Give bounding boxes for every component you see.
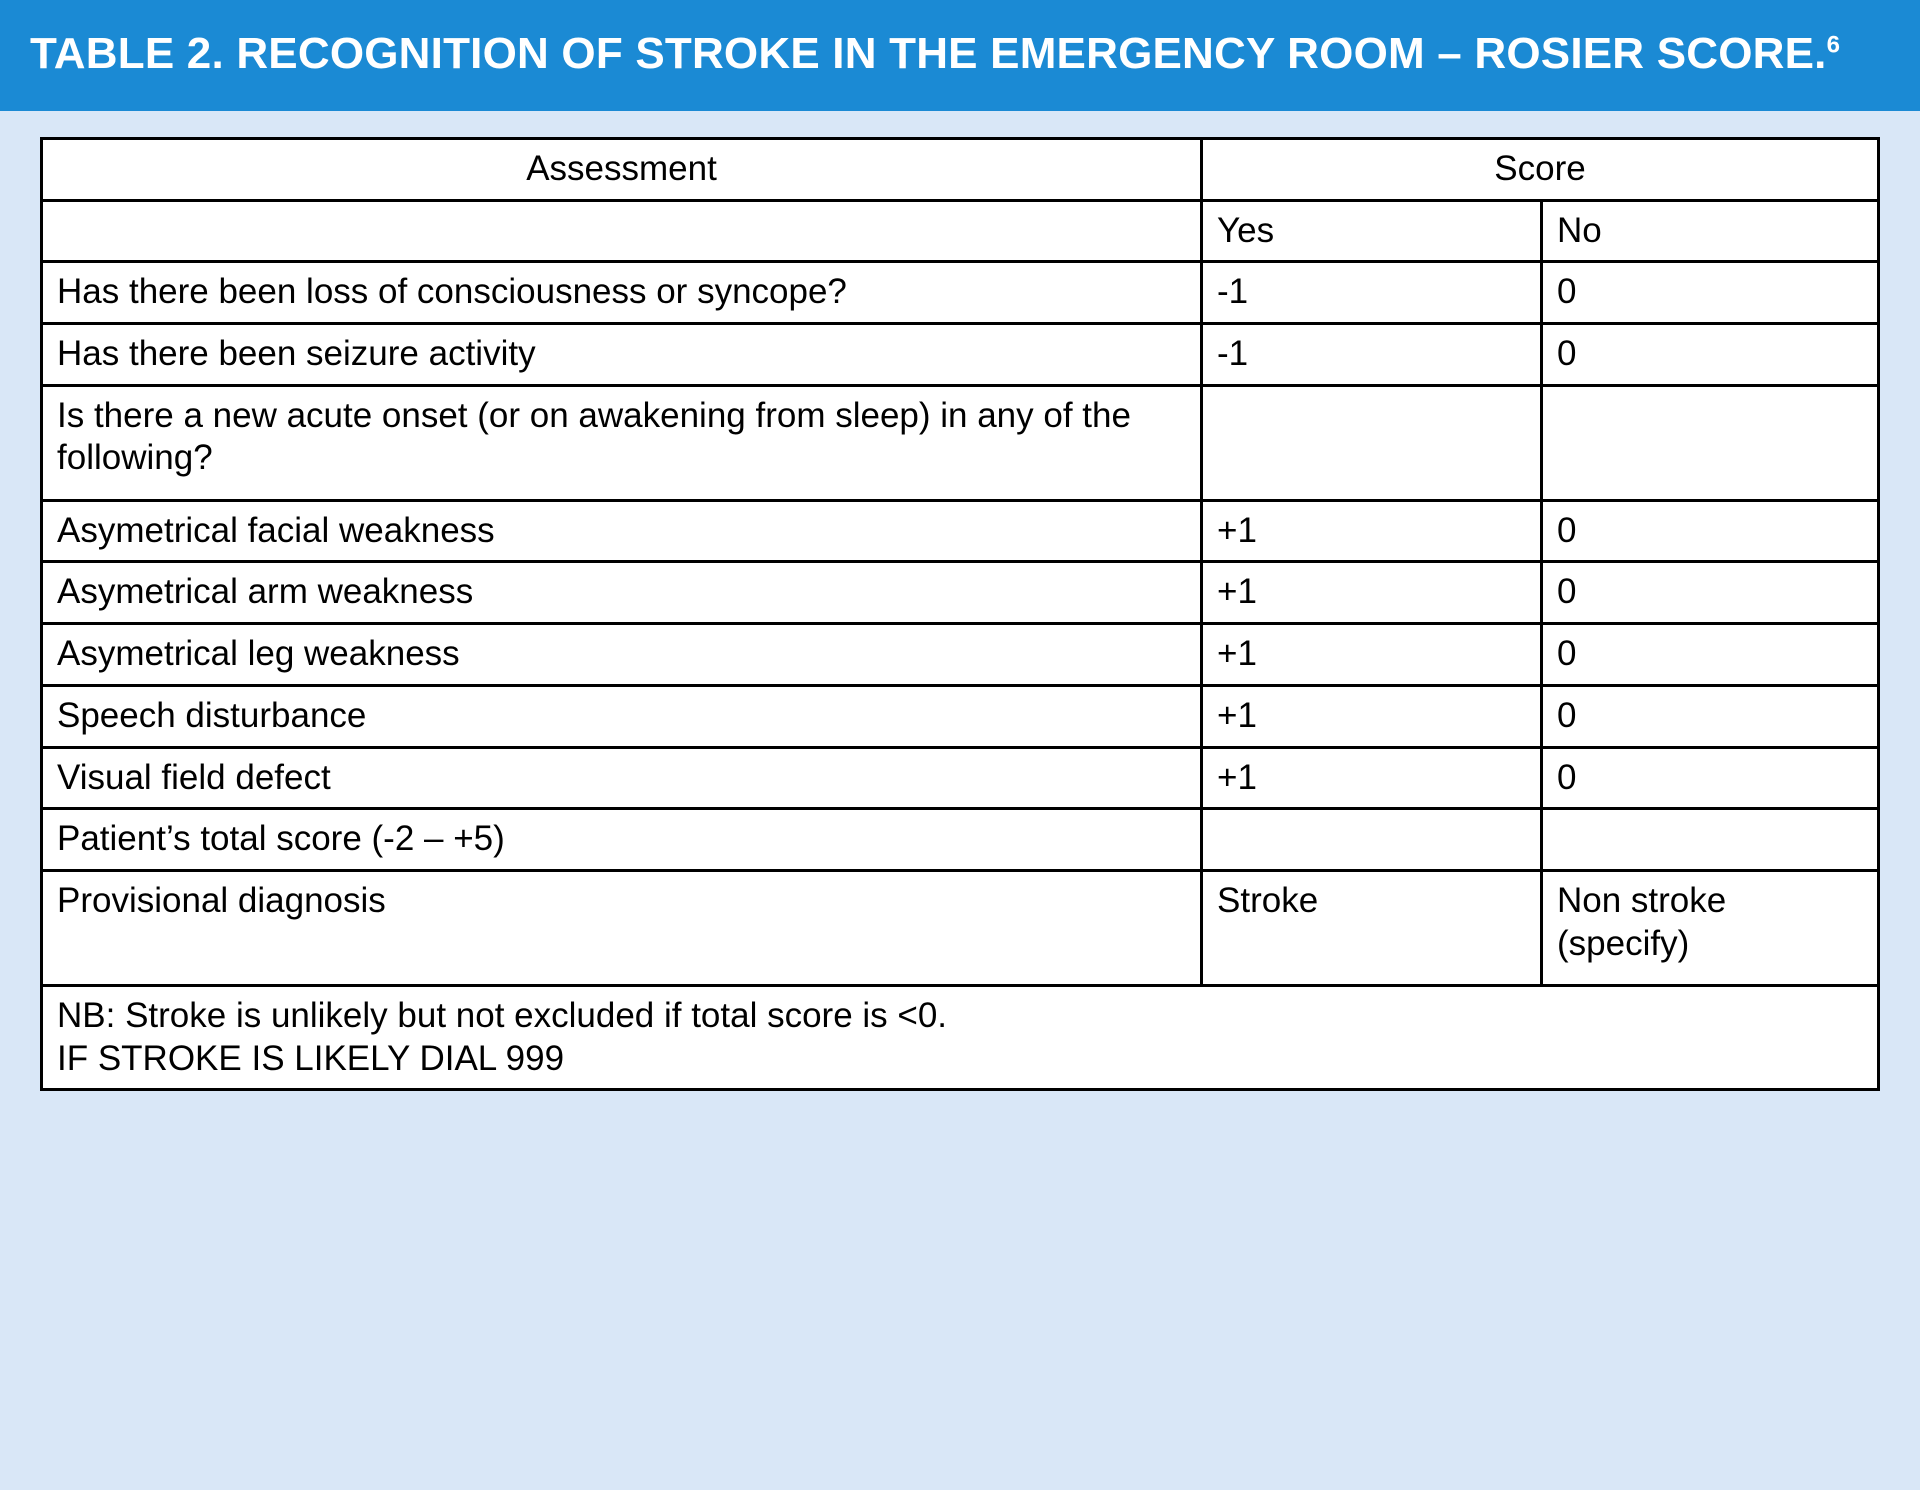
- row-yes-score: +1: [1202, 562, 1542, 624]
- row-no-score: 0: [1542, 624, 1879, 686]
- table-row: [42, 385, 1879, 500]
- header-score: Score: [1202, 139, 1879, 201]
- note-line-1: NB: Stroke is unlikely but not excluded if total score is <0.: [57, 995, 948, 1035]
- row-assessment: Provisional diagnosis: [42, 870, 1202, 985]
- table-note: [42, 985, 1879, 1089]
- row-no-score: 0: [1542, 262, 1879, 324]
- row-yes-score: +1: [1202, 747, 1542, 809]
- table-note-row: [42, 985, 1879, 1089]
- row-no-score: 0: [1542, 500, 1879, 562]
- table-row: [42, 685, 1879, 747]
- row-yes-score: Stroke: [1202, 870, 1542, 985]
- row-assessment: Speech disturbance: [42, 685, 1202, 747]
- row-no-score: 0: [1542, 324, 1879, 386]
- row-no-score: 0: [1542, 562, 1879, 624]
- page-title: [30, 26, 1890, 81]
- note-line-2: IF STROKE IS LIKELY DIAL 999: [57, 1038, 565, 1078]
- subheader-no: No: [1542, 200, 1879, 262]
- row-no-score: [1542, 385, 1879, 500]
- table-row: [42, 870, 1879, 985]
- table-title-text: TABLE 2. RECOGNITION OF STROKE IN THE EMERGENCY ROOM – ROSIER SCORE.: [30, 29, 1827, 78]
- row-no-score: Non stroke (specify): [1542, 870, 1879, 985]
- table-row: [42, 562, 1879, 624]
- table-title-banner: [0, 0, 1920, 111]
- table-row: [42, 624, 1879, 686]
- row-assessment: Visual field defect: [42, 747, 1202, 809]
- row-yes-score: +1: [1202, 685, 1542, 747]
- row-yes-score: +1: [1202, 624, 1542, 686]
- table-row: [42, 324, 1879, 386]
- title-footnote-ref: 6: [1826, 31, 1841, 59]
- subheader-yes: Yes: [1202, 200, 1542, 262]
- table-subheader-row: [42, 200, 1879, 262]
- row-assessment: Asymetrical facial weakness: [42, 500, 1202, 562]
- row-no-score: 0: [1542, 685, 1879, 747]
- table-container: [0, 111, 1920, 1131]
- table-row: [42, 809, 1879, 871]
- table-row: [42, 747, 1879, 809]
- row-yes-score: [1202, 385, 1542, 500]
- row-assessment: Asymetrical leg weakness: [42, 624, 1202, 686]
- row-yes-score: -1: [1202, 262, 1542, 324]
- row-assessment: Has there been seizure activity: [42, 324, 1202, 386]
- row-assessment: Has there been loss of consciousness or syncope?: [42, 262, 1202, 324]
- subheader-blank: [42, 200, 1202, 262]
- table-row: [42, 500, 1879, 562]
- row-assessment: Is there a new acute onset (or on awakening from sleep) in any of the following?: [42, 385, 1202, 500]
- table-header-row: [42, 139, 1879, 201]
- row-no-score: [1542, 809, 1879, 871]
- row-yes-score: +1: [1202, 500, 1542, 562]
- row-yes-score: -1: [1202, 324, 1542, 386]
- header-assessment: Assessment: [42, 139, 1202, 201]
- row-assessment: Asymetrical arm weakness: [42, 562, 1202, 624]
- row-no-score: 0: [1542, 747, 1879, 809]
- table-row: [42, 262, 1879, 324]
- rosier-score-table: [40, 137, 1880, 1091]
- row-yes-score: [1202, 809, 1542, 871]
- row-assessment: Patient’s total score (-2 – +5): [42, 809, 1202, 871]
